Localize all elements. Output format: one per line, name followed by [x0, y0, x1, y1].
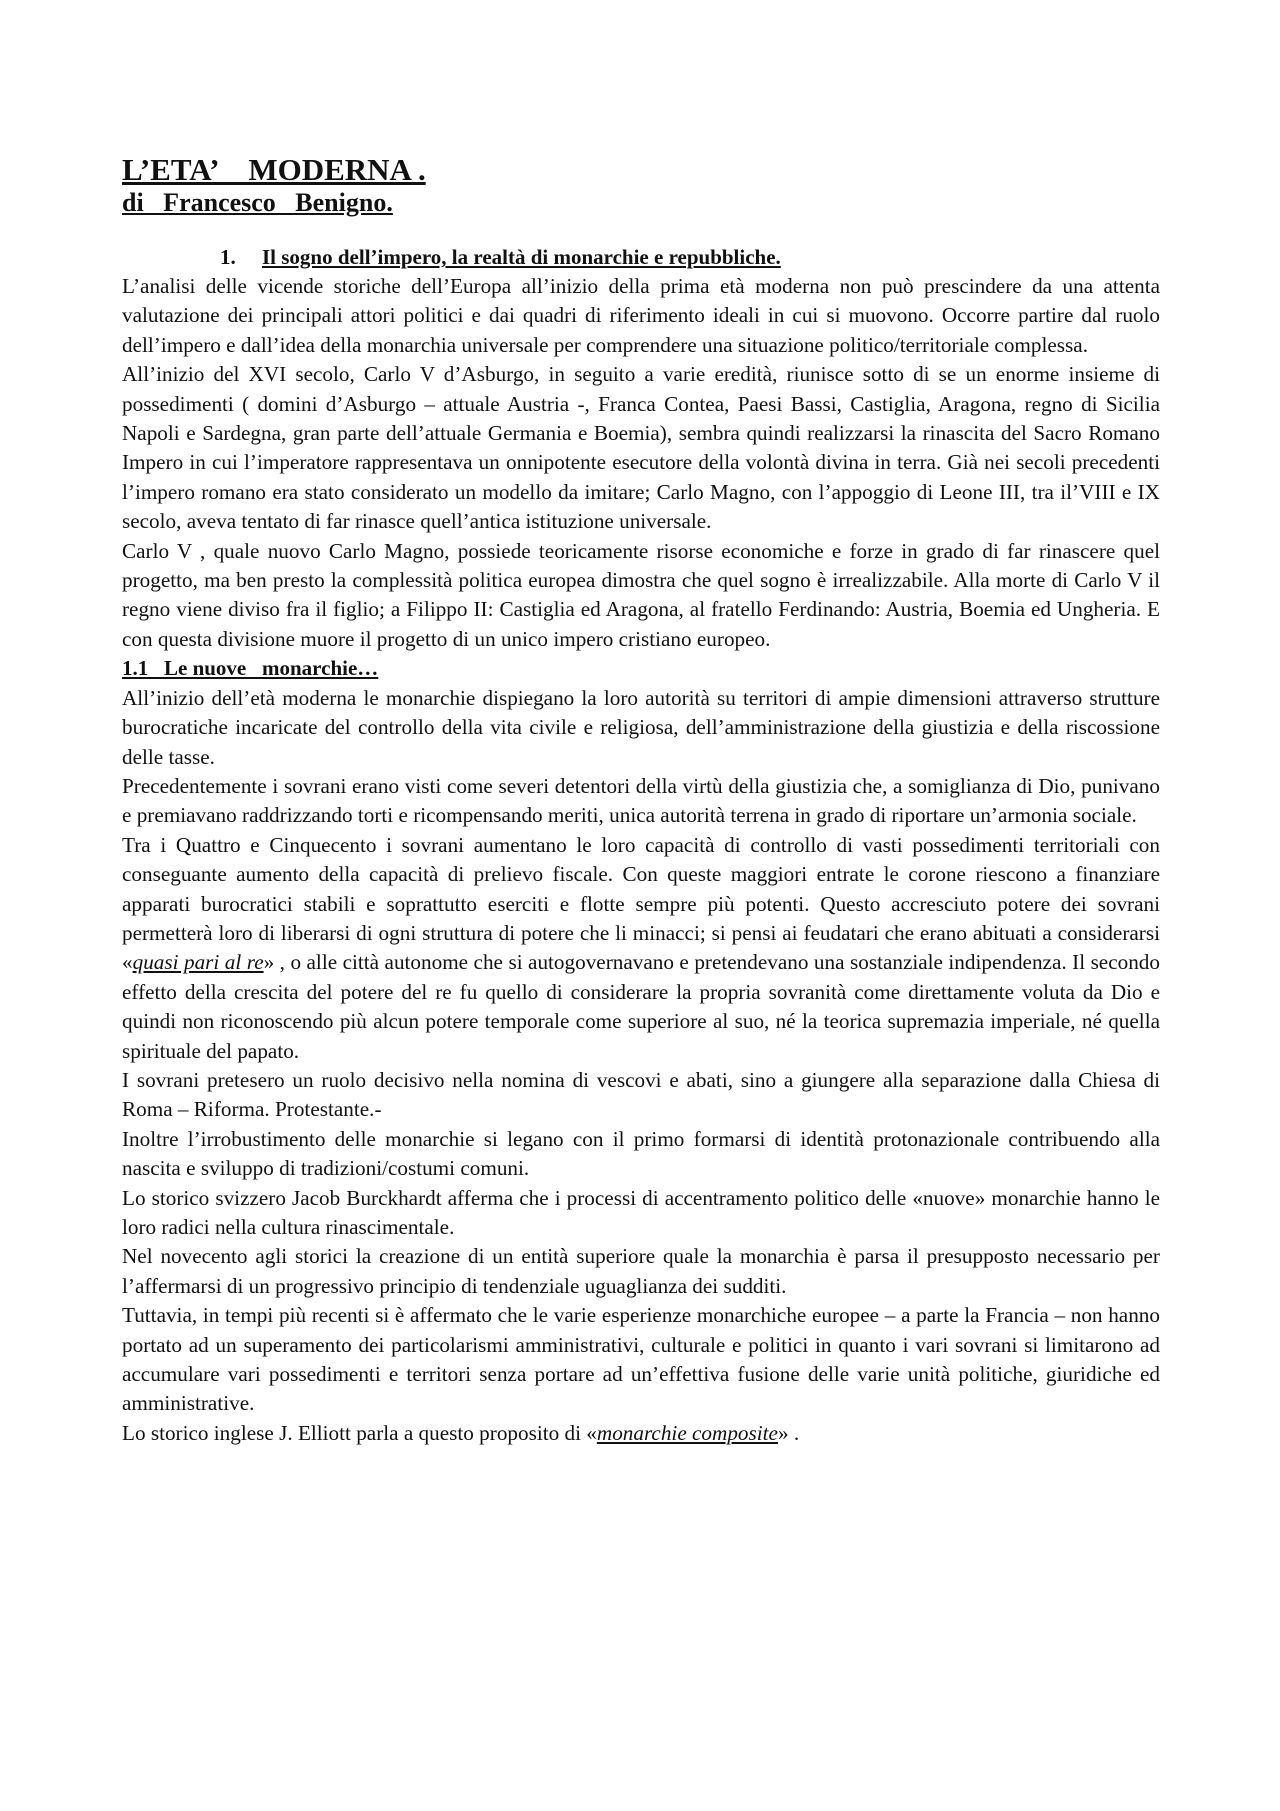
document-author: di Francesco Benigno.	[122, 188, 393, 217]
section-heading-1	[220, 242, 1160, 272]
paragraph: Carlo V , quale nuovo Carlo Magno, possiede teoricamente risorse economiche e forze in grado di far rinascere quel progetto, ma ben presto la complessità politica europea dimostra che quel sogno è irrealizzabile. Alla morte di Carlo V il regno viene diviso fra il figlio; a Filippo II: Castiglia ed Aragona, al fratello Ferdinando: Austria, Boemia ed Ungheria. E con questa divisione muore il progetto di un unico impero cristiano europeo.	[122, 538, 1160, 651]
paragraph-quasi-pari	[122, 831, 1160, 1066]
paragraph: Nel novecento agli storici la creazione di un entità superiore quale la monarchia è parsa il presupposto necessario per l’affermarsi di un progressivo principio di tendenziale uguaglianza dei sudditi.	[122, 1244, 1160, 1298]
document-page	[122, 152, 1160, 1448]
text-run: Tra i Quattro e Cinquecento i sovrani aumentano le loro capacità di controllo di vasti possedimenti territoriali con conseguante aumento della capacità di prelievo fiscale. Con queste maggiori entrate le corone riescono a finanziare apparati burocratici stabili e soprattutto eserciti e flotte sempre più potenti. Questo accresciuto potere dei sovrani permetterà loro di liberarsi di ogni struttura di potere che li minacci; si pensi ai feudatari che erano abituati a considerarsi «	[122, 832, 1160, 975]
paragraph: All’inizio dell’età moderna le monarchie dispiegano la loro autorità su territori di ampie dimensioni attraverso strutture burocratiche incaricate del controllo della vita civile e religiosa, dell’amministrazione della giustizia e della riscossione delle tasse.	[122, 685, 1160, 769]
text-run: Lo storico inglese J. Elliott parla a questo proposito di «	[122, 1420, 597, 1445]
section-title: Il sogno dell’impero, la realtà di monarchie e repubbliche.	[262, 245, 781, 269]
paragraph: All’inizio del XVI secolo, Carlo V d’Asburgo, in seguito a varie eredità, riunisce sotto di se un enorme insieme di possedimenti ( domini d’Asburgo – attuale Austria -, Franca Contea, Paesi Bassi, Castiglia, Aragona, regno di Sicilia Napoli e Sardegna, gran parte dell’attuale Germania e Boemia), sembra quindi realizzarsi la rinascita del Sacro Romano Impero in cui l’imperatore rappresentava un onnipotente esecutore della volontà divina in terra. Già nei secoli precedenti l’impero romano era stato considerato un modello da imitare; Carlo Magno, con l’appoggio di Leone III, tra il’VIII e IX secolo, aveva tentato di far rinasce quell’antica istituzione universale.	[122, 362, 1160, 534]
document-title: L’ETA’ MODERNA .	[122, 152, 426, 187]
paragraph: Tuttavia, in tempi più recenti si è affermato che le varie esperienze monarchiche europee – a parte la Francia – non hanno portato ad un superamento dei particolarismi amministrativi, culturale e politici in quanto i vari sovrani si limitarono ad accumulare vari possedimenti e territori senza portare ad un’effettiva fusione delle varie unità politiche, giuridiche ed amministrative.	[122, 1303, 1160, 1416]
text-run: » .	[777, 1420, 800, 1445]
paragraph: Inoltre l’irrobustimento delle monarchie si legano con il primo formarsi di identità protonazionale contribuendo alla nascita e sviluppo di tradizioni/costumi comuni.	[122, 1126, 1160, 1181]
paragraph-elliott	[122, 1419, 1160, 1448]
paragraph: I sovrani pretesero un ruolo decisivo nella nomina di vescovi e abati, sino a giungere alla separazione dalla Chiesa di Roma – Riforma. Protestante.-	[122, 1067, 1160, 1122]
emphasis-quote: monarchie composite	[596, 1420, 778, 1445]
paragraph: L’analisi delle vicende storiche dell’Europa all’inizio della prima età moderna non può prescindere da una attenta valutazione dei principali attori politici e dai quadri di riferimento ideali in cui si muovono. Occorre partire dal ruolo dell’impero e dall’idea della monarchia universale per comprendere una situazione politico/territoriale complessa.	[122, 274, 1160, 357]
emphasis-quote: quasi pari al re	[132, 950, 264, 975]
paragraph: Precedentemente i sovrani erano visti come severi detentori della virtù della giustizia che, a somiglianza di Dio, punivano e premiavano raddrizzando torti e ricompensando meriti, unica autorità terrena in grado di riportare un’armonia sociale.	[122, 773, 1160, 828]
text-run: » , o alle città autonome che si autogovernavano e pretendevano una sostanziale indipendenza. Il secondo effetto della crescita del potere del re fu quello di considerare la propria sovranità come direttamente voluta da Dio e quindi non riconoscendo più alcun potere temporale come superiore al suo, né la teorica supremazia imperiale, né quella spirituale del papato.	[122, 950, 1160, 1063]
subsection-heading: 1.1 Le nuove monarchie…	[122, 656, 379, 681]
section-number: 1.	[220, 245, 236, 269]
paragraph: Lo storico svizzero Jacob Burckhardt afferma che i processi di accentramento politico delle «nuove» monarchie hanno le loro radici nella cultura rinascimentale.	[122, 1185, 1160, 1239]
